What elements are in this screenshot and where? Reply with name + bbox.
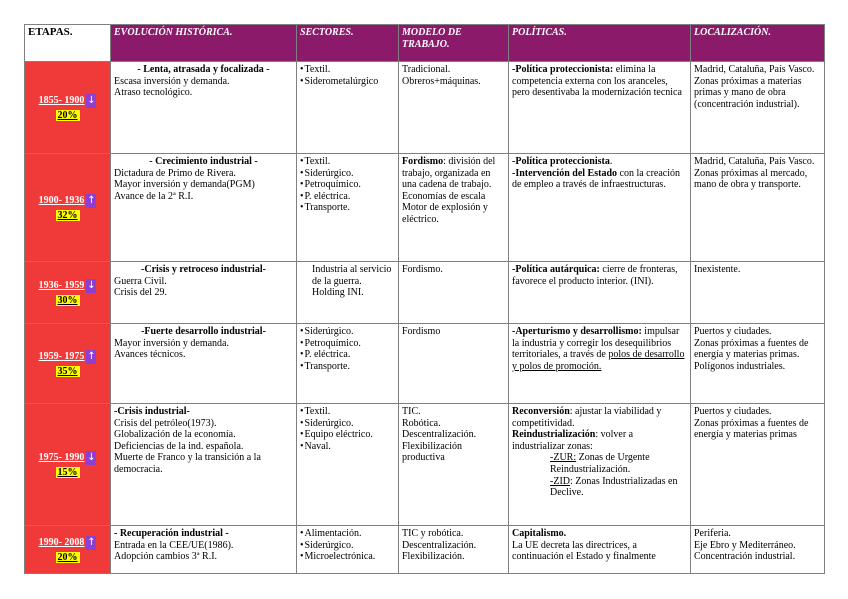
sector-item: • Transporte.: [300, 202, 395, 214]
location-line: Zonas próximas a fuentes de energía y materias primas.: [694, 337, 809, 361]
history-line: Guerra Civil.: [114, 275, 167, 287]
sectors-cell: [297, 404, 399, 526]
policy-title: -Política proteccionista:: [512, 64, 614, 75]
history-title: -Fuerte desarrollo industrial-: [141, 326, 266, 337]
period-label: 1855- 1900: [38, 95, 85, 106]
location-cell: [691, 404, 825, 526]
location-line: Puertos y ciudades.: [694, 406, 772, 417]
sector-item: • Equipo eléctrico.: [300, 429, 395, 441]
model-cell: [399, 262, 509, 324]
percentage-badge: 15%: [57, 466, 78, 478]
stage-cell: [25, 324, 111, 404]
stage-cell: [25, 154, 111, 262]
history-line: Crisis del 29.: [114, 287, 168, 299]
sector-item: • Siderúrgico.: [300, 540, 395, 552]
sector-item: • Siderúrgico.: [300, 326, 395, 338]
sector-item: • Siderometalúrgico: [300, 76, 395, 88]
header-modelo: MODELO DE TRABAJO.: [399, 25, 509, 62]
history-line: Atraso tecnológico.: [114, 87, 193, 99]
table-row: [25, 404, 825, 526]
history-line: Mayor inversión y demanda.: [114, 337, 229, 349]
location-line: Puertos y ciudades.: [694, 326, 772, 337]
arrow-up-icon: ↑: [87, 350, 96, 362]
percentage-badge: 32%: [57, 209, 78, 221]
sectors-cell: [297, 526, 399, 574]
stage-cell: [25, 62, 111, 154]
header-row: [25, 25, 825, 62]
location-cell: [691, 154, 825, 262]
history-line: Avance de la 2ª R.I.: [114, 190, 194, 202]
table-row: [25, 262, 825, 324]
sectors-cell: [297, 262, 399, 324]
arrow-down-icon: ↓: [87, 94, 96, 106]
header-etapas: ETAPAS.: [25, 25, 111, 62]
policy-zone: [512, 452, 687, 475]
model-line: Fordismo: [402, 326, 441, 337]
sector-item: • Alimentación.: [300, 528, 395, 540]
location-cell: [691, 262, 825, 324]
history-cell: [111, 526, 297, 574]
location-line: Zonas próximas al mercado, mano de obra y transporte.: [694, 167, 808, 191]
model-line: Flexibilización productiva: [402, 440, 462, 464]
model-line: Flexibilización.: [402, 551, 465, 563]
sector-item: • Textil.: [300, 406, 395, 418]
model-line: TIC.: [402, 406, 421, 417]
history-line: Escasa inversión y demanda.: [114, 75, 230, 87]
model-line: Economías de escala: [402, 190, 486, 202]
history-line: Dictadura de Primo de Rivera.: [114, 167, 236, 179]
sector-text: Industria al servicio de la guerra.: [312, 264, 392, 287]
history-line: Entrada en la CEE/UE(1986).: [114, 539, 234, 551]
policy-text: .: [609, 156, 613, 167]
location-cell: [691, 324, 825, 404]
history-cell: [111, 404, 297, 526]
industrial-history-table: [24, 24, 825, 574]
zone-code: -ZUR:: [550, 452, 577, 464]
location-line: Inexistente.: [694, 264, 741, 275]
header-sectores: SECTORES.: [297, 25, 399, 62]
sector-item: • Siderúrgico.: [300, 418, 395, 430]
location-line: Zonas próximas a materias primas y mano de obra (concentración industrial).: [694, 75, 802, 110]
model-cell: [399, 324, 509, 404]
policy-text: impulsar la industria y corregir los desequilibrios territoriales, a través de: [512, 326, 680, 361]
history-cell: [111, 262, 297, 324]
sector-item: • Siderúrgico.: [300, 168, 395, 180]
sectors-cell: [297, 154, 399, 262]
policy-cell: [509, 324, 691, 404]
model-line: Descentralización.: [402, 429, 477, 441]
history-line: Deficiencias de la ind. española.: [114, 440, 244, 452]
policy-text: con la creación de empleo a través de infraestructuras.: [512, 167, 681, 191]
location-line: Concentración industrial.: [694, 551, 796, 563]
sector-item: • Naval.: [300, 441, 395, 453]
arrow-up-icon: ↑: [87, 194, 96, 206]
history-title: - Crecimiento industrial -: [149, 156, 258, 167]
percentage-badge: 20%: [57, 109, 78, 121]
sector-item: • Transporte.: [300, 361, 395, 373]
history-title: - Recuperación industrial -: [114, 528, 229, 539]
sector-text: Holding INI.: [312, 287, 364, 299]
policy-cell: [509, 62, 691, 154]
history-line: Muerte de Franco y la transición a la democracia.: [114, 452, 261, 475]
policy-text: : volver a industrializar zonas:: [512, 429, 634, 452]
policy-title: -Política autárquica:: [512, 264, 600, 275]
policy-title: Reconversión: [512, 406, 570, 417]
arrow-down-icon: ↓: [87, 279, 96, 291]
history-cell: [111, 154, 297, 262]
model-line: : división del trabajo, organizada en una cadena de trabajo.: [402, 156, 496, 191]
header-evolucion: EVOLUCIÓN HISTÓRICA.: [111, 25, 297, 62]
percentage-badge: 20%: [57, 551, 78, 563]
policy-title: Capitalismo.: [512, 528, 567, 539]
policy-cell: [509, 262, 691, 324]
policy-title: -Política proteccionista: [512, 156, 610, 167]
history-line: Globalización de la economía.: [114, 429, 236, 441]
period-label: 1959- 1975: [38, 351, 85, 362]
model-line: Descentralización.: [402, 539, 477, 551]
policy-title: -Intervención del Estado: [512, 167, 617, 179]
period-label: 1975- 1990: [38, 452, 85, 463]
model-line: Obreros+máquinas.: [402, 75, 481, 87]
sector-item: • Textil.: [300, 156, 395, 168]
stage-cell: [25, 404, 111, 526]
model-cell: [399, 62, 509, 154]
stage-cell: [25, 526, 111, 574]
stage-cell: [25, 262, 111, 324]
table-row: [25, 62, 825, 154]
sector-item: • Petroquímico.: [300, 338, 395, 350]
model-cell: [399, 404, 509, 526]
model-line: Robótica.: [402, 417, 441, 429]
sectors-cell: [297, 62, 399, 154]
history-title: -Crisis y retroceso industrial-: [141, 264, 266, 275]
policy-text: : ajustar la viabilidad y competitividad.: [512, 406, 662, 429]
policy-title: -Aperturismo y desarrollismo:: [512, 326, 642, 337]
header-politicas: POLÍTICAS.: [509, 25, 691, 62]
arrow-down-icon: ↓: [87, 451, 96, 463]
location-line: Madrid, Cataluña, País Vasco.: [694, 64, 815, 75]
model-cell: [399, 154, 509, 262]
policy-underlined-text: polos de desarrollo y polos de promoción.: [512, 349, 685, 372]
policy-title: Reindustrialización: [512, 429, 596, 441]
policy-text: cierre de fronteras, favorece el producto interior. (INI).: [512, 264, 678, 287]
history-cell: [111, 324, 297, 404]
header-localizacion: LOCALIZACIÓN.: [691, 25, 825, 62]
percentage-badge: 35%: [57, 365, 78, 377]
location-line: Zonas próximas a fuentes de energía y materias primas: [694, 417, 809, 441]
percentage-badge: 30%: [57, 294, 78, 306]
location-line: Periferia.: [694, 528, 731, 539]
sector-item: • P. eléctrica.: [300, 349, 395, 361]
history-line: Crisis del petróleo(1973).: [114, 417, 217, 429]
sector-item: • P. eléctrica.: [300, 191, 395, 203]
sector-item: • Textil.: [300, 64, 395, 76]
location-line: Polígonos industriales.: [694, 360, 786, 372]
period-label: 1900- 1936: [38, 195, 85, 206]
policy-cell: [509, 404, 691, 526]
model-line: Fordismo.: [402, 264, 443, 275]
policy-zone: [512, 476, 687, 499]
zone-text: : Zonas Industrializadas en Declive.: [550, 475, 678, 499]
zone-text: Zonas de Urgente Reindustrialización.: [550, 452, 650, 475]
history-cell: [111, 62, 297, 154]
model-line: Motor de explosión y eléctrico.: [402, 202, 488, 225]
table-row: [25, 324, 825, 404]
history-title: -Crisis industrial-: [114, 406, 190, 417]
sector-item: • Microelectrónica.: [300, 551, 395, 563]
model-line: Tradicional.: [402, 64, 451, 75]
sector-item: • Petroquímico.: [300, 179, 395, 191]
policy-text: La UE decreta las directrices, a continuación el Estado y finalmente: [512, 539, 656, 563]
policy-text: elimina la competencia externa con los aranceles, pero desentivaba la modernización tecnica: [512, 64, 682, 99]
table-row: [25, 154, 825, 262]
policy-cell: [509, 526, 691, 574]
period-label: 1990- 2008: [38, 537, 85, 548]
location-line: Eje Ebro y Mediterráneo.: [694, 539, 796, 551]
history-line: Avances técnicos.: [114, 349, 186, 361]
sectors-cell: [297, 324, 399, 404]
location-cell: [691, 526, 825, 574]
history-title: - Lenta, atrasada y focalizada -: [137, 64, 270, 75]
location-cell: [691, 62, 825, 154]
table-row: [25, 526, 825, 574]
arrow-up-icon: ↑: [87, 536, 96, 548]
zone-code: -ZID: [550, 475, 570, 487]
model-line: TIC y robótica.: [402, 528, 464, 539]
model-cell: [399, 526, 509, 574]
policy-cell: [509, 154, 691, 262]
history-line: Mayor inversión y demanda(PGM): [114, 179, 255, 191]
model-title: Fordismo: [402, 156, 444, 167]
period-label: 1936- 1959: [38, 280, 85, 291]
location-line: Madrid, Cataluña, País Vasco.: [694, 156, 815, 167]
history-line: Adopción cambios 3ª R.I.: [114, 551, 218, 563]
